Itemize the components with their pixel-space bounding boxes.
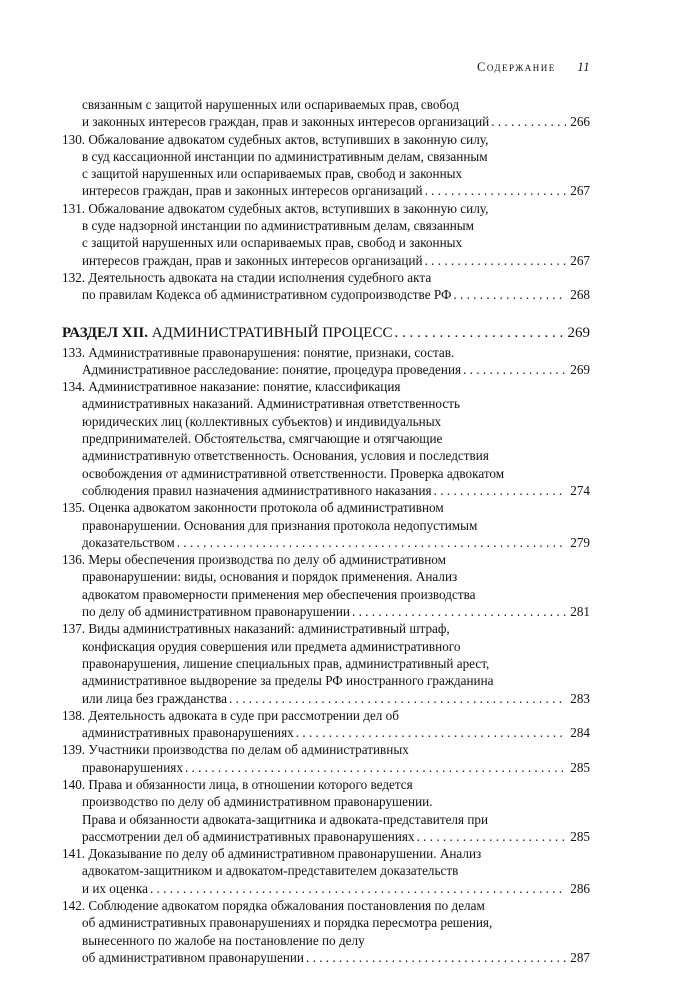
leader-dots (177, 535, 566, 551)
toc-line-text: 134. Административное наказание: понятие, классификация (62, 379, 401, 395)
toc-line (62, 287, 590, 304)
toc-line (62, 725, 590, 742)
toc-line (62, 483, 590, 500)
toc-line (62, 760, 590, 777)
toc-line (62, 379, 590, 396)
toc-line-text: в суде надзорной инстанции по административным делам, связанным (82, 218, 475, 234)
toc-line (62, 218, 590, 235)
toc-line-text: 131. Обжалование адвокатом судебных актов, вступивших в законную силу, (62, 200, 489, 216)
toc-line-text: 142. Соблюдение адвокатом порядка обжалования постановления по делам (62, 898, 485, 914)
toc-line-text: 137. Виды административных наказаний: административный штраф, (62, 621, 450, 637)
toc-line (62, 691, 590, 708)
leader-dots (417, 829, 566, 845)
toc-page-number: 274 (570, 482, 590, 498)
toc-line (62, 777, 590, 794)
toc-line-text: 130. Обжалование адвокатом судебных актов, вступивших в законную силу, (62, 131, 489, 147)
toc-line-text: об административном правонарушении (82, 949, 304, 965)
toc-line-text: или лица без гражданства (82, 690, 228, 706)
leader-dots (150, 881, 566, 897)
toc-line-text: административных правонарушениях (82, 725, 294, 741)
toc-line-text: по правилам Кодекса об административном судопроизводстве РФ (82, 287, 452, 303)
toc-line-text: 140. Права и обязанности лица, в отношении которого ведется (62, 776, 413, 792)
leader-dots (463, 362, 566, 378)
leader-dots (394, 325, 565, 342)
toc-line-text: административных наказаний. Административная ответственность (82, 396, 460, 412)
leader-dots (306, 950, 566, 966)
leader-dots (491, 114, 566, 130)
toc-line (62, 201, 590, 218)
toc-line-text: 135. Оценка адвокатом законности протокола об административном (62, 500, 444, 516)
toc-line-text: 139. Участники производства по делам об административных (62, 742, 409, 758)
toc-line (62, 362, 590, 379)
toc-line (62, 253, 590, 270)
toc-page-number: 267 (570, 252, 590, 268)
leader-dots (229, 691, 566, 707)
toc-page-number: 284 (570, 725, 590, 741)
toc-line-text: интересов граждан, прав и законных интересов организаций (82, 252, 423, 268)
toc-line-text: производство по делу об административном правонарушении. (82, 794, 433, 810)
toc-line (62, 742, 590, 759)
toc-line (62, 915, 590, 932)
toc-line-text: адвокатом-защитником и адвокатом-представителем доказательств (82, 863, 459, 879)
toc-line (62, 621, 590, 638)
table-of-contents (62, 97, 590, 967)
toc-line (62, 535, 590, 552)
toc-line-text: правонарушениях (82, 759, 183, 775)
toc-line (62, 97, 590, 114)
section-heading (62, 325, 590, 345)
toc-page-number: 269 (570, 361, 590, 377)
running-header (477, 60, 590, 75)
toc-line-text: связанным с защитой нарушенных или оспариваемых прав, свобод (82, 97, 460, 112)
toc-page-number: 267 (570, 183, 590, 199)
toc-line-text: с защитой нарушенных или оспариваемых прав, свобод и законных (82, 235, 463, 251)
toc-line (62, 518, 590, 535)
toc-line (62, 673, 590, 690)
toc-line (62, 950, 590, 967)
leader-dots (425, 253, 566, 269)
toc-line (62, 166, 590, 183)
toc-line (62, 149, 590, 166)
toc-line-text: конфискация орудия совершения или предмета административного (82, 638, 461, 654)
entries-before-section (62, 97, 590, 305)
section-label: РАЗДЕЛ XII. (62, 324, 149, 341)
toc-line-text: освобождения от административной ответственности. Проверка адвокатом (82, 465, 505, 481)
leader-dots (185, 760, 566, 776)
toc-page-number: 281 (570, 604, 590, 620)
toc-line (62, 812, 590, 829)
toc-line (62, 898, 590, 915)
toc-line (62, 235, 590, 252)
toc-line (62, 708, 590, 725)
toc-line-text: по делу об административном правонарушении (82, 604, 350, 620)
toc-line-text: 141. Доказывание по делу об административном правонарушении. Анализ (62, 846, 482, 862)
toc-line-text: Административное расследование: понятие, процедура проведения (82, 361, 462, 377)
section-page: 269 (567, 324, 590, 341)
toc-line-text: с защитой нарушенных или оспариваемых прав, свобод и законных (82, 166, 463, 182)
entries-after-section (62, 345, 590, 968)
toc-line-text: административную ответственность. Основания, условия и последствия (82, 448, 489, 464)
toc-line (62, 414, 590, 431)
toc-page-number: 287 (570, 949, 590, 965)
section-title: АДМИНИСТРАТИВНЫЙ ПРОЦЕСС (151, 324, 393, 341)
toc-line (62, 552, 590, 569)
toc-line-text: Права и обязанности адвоката-защитника и адвоката-представителя при (82, 811, 489, 827)
toc-line-text: в суд кассационной инстанции по административным делам, связанным (82, 148, 488, 164)
toc-page-number: 286 (570, 880, 590, 896)
toc-line (62, 448, 590, 465)
toc-line-text: соблюдения правил назначения административного наказания (82, 482, 432, 498)
toc-line-text: правонарушении: виды, основания и порядок применения. Анализ (82, 569, 458, 585)
toc-line-text: рассмотрении дел об административных правонарушениях (82, 828, 415, 844)
toc-line (62, 656, 590, 673)
toc-line (62, 500, 590, 517)
toc-line-text: 133. Административные правонарушения: понятие, признаки, состав. (62, 344, 455, 360)
toc-line (62, 183, 590, 200)
leader-dots (425, 183, 566, 199)
toc-line (62, 846, 590, 863)
toc-line-text: правонарушения, лишение специальных прав, административный арест, (82, 655, 490, 671)
toc-line (62, 270, 590, 287)
toc-line (62, 604, 590, 621)
toc-page-number: 285 (570, 828, 590, 844)
toc-line-text: адвокатом правомерности применения мер обеспечения производства (82, 586, 476, 602)
toc-line-text: предпринимателей. Обстоятельства, смягчающие и отягчающие (82, 431, 443, 447)
toc-line-text: юридических лиц (коллективных субъектов) и индивидуальных (82, 413, 442, 429)
toc-line-text: административное выдворение за пределы РФ иностранного гражданина (82, 673, 494, 689)
leader-dots (296, 725, 566, 741)
toc-line (62, 881, 590, 898)
page-number: 11 (577, 60, 590, 74)
toc-line-text: правонарушении. Основания для признания протокола недопустимым (82, 517, 478, 533)
toc-line-text: об административных правонарушениях и порядка пересмотра решения, (82, 915, 493, 931)
toc-line-text: и их оценка (82, 880, 148, 896)
toc-line (62, 114, 590, 131)
toc-page-number: 266 (570, 114, 590, 130)
toc-line (62, 639, 590, 656)
header-title: Содержание (477, 60, 556, 74)
toc-page-number: 285 (570, 759, 590, 775)
toc-line (62, 466, 590, 483)
toc-line-text: 136. Меры обеспечения производства по делу об административном (62, 552, 446, 568)
toc-line-text: 138. Деятельность адвоката в суде при рассмотрении дел об (62, 707, 399, 723)
toc-line (62, 431, 590, 448)
toc-line (62, 933, 590, 950)
toc-line (62, 396, 590, 413)
toc-line (62, 863, 590, 880)
toc-page-number: 283 (570, 690, 590, 706)
leader-dots (352, 604, 566, 620)
toc-line-text: и законных интересов граждан, прав и законных интересов организаций (82, 114, 490, 130)
toc-line (62, 587, 590, 604)
toc-line (62, 794, 590, 811)
toc-line (62, 569, 590, 586)
leader-dots (453, 287, 566, 303)
toc-page-number: 279 (570, 534, 590, 550)
toc-line-text: доказательством (82, 534, 175, 550)
toc-line (62, 829, 590, 846)
toc-line (62, 345, 590, 362)
toc-page-number: 268 (570, 287, 590, 303)
toc-line (62, 132, 590, 149)
leader-dots (434, 483, 566, 499)
toc-line-text: 132. Деятельность адвоката на стадии исполнения судебного акта (62, 269, 432, 285)
toc-line-text: вынесенного по жалобе на постановление по делу (82, 932, 365, 948)
toc-line-text: интересов граждан, прав и законных интересов организаций (82, 183, 423, 199)
